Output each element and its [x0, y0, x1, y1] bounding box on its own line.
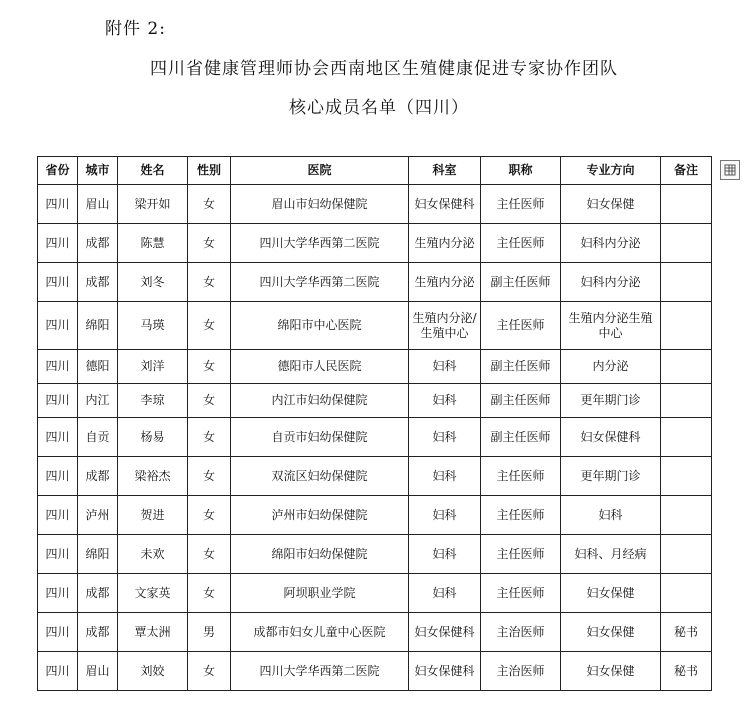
- cell-department: 妇女保健科: [409, 652, 481, 691]
- cell-specialty: 妇女保健: [561, 613, 661, 652]
- cell-title: 主任医师: [481, 574, 561, 613]
- cell-gender: 女: [188, 574, 231, 613]
- cell-city: 成都: [78, 574, 118, 613]
- cell-remarks: 秘书: [661, 613, 712, 652]
- cell-department: 妇科: [409, 496, 481, 535]
- cell-department: 妇科: [409, 418, 481, 457]
- cell-province: 四川: [38, 535, 78, 574]
- header-specialty: 专业方向: [561, 157, 661, 185]
- cell-province: 四川: [38, 418, 78, 457]
- cell-department: 妇科: [409, 350, 481, 384]
- cell-remarks: [661, 418, 712, 457]
- cell-hospital: 四川大学华西第二医院: [231, 263, 409, 302]
- cell-hospital: 绵阳市妇幼保健院: [231, 535, 409, 574]
- cell-hospital: 德阳市人民医院: [231, 350, 409, 384]
- cell-name: 未欢: [118, 535, 188, 574]
- table-row: [38, 652, 712, 691]
- cell-remarks: [661, 350, 712, 384]
- cell-name: 刘姣: [118, 652, 188, 691]
- cell-remarks: [661, 263, 712, 302]
- table-header-row: [38, 157, 712, 185]
- table-row: [38, 384, 712, 418]
- cell-hospital: 绵阳市中心医院: [231, 302, 409, 350]
- header-name: 姓名: [118, 157, 188, 185]
- cell-remarks: 秘书: [661, 652, 712, 691]
- cell-city: 泸州: [78, 496, 118, 535]
- cell-department: 妇科: [409, 384, 481, 418]
- cell-specialty: 妇女保健: [561, 185, 661, 224]
- cell-hospital: 自贡市妇幼保健院: [231, 418, 409, 457]
- cell-city: 成都: [78, 457, 118, 496]
- cell-province: 四川: [38, 574, 78, 613]
- cell-gender: 女: [188, 418, 231, 457]
- header-gender: 性别: [188, 157, 231, 185]
- cell-name: 刘冬: [118, 263, 188, 302]
- cell-specialty: 更年期门诊: [561, 384, 661, 418]
- document-subtitle: 核心成员名单（四川）: [289, 98, 469, 118]
- table-row: [38, 496, 712, 535]
- cell-hospital: 四川大学华西第二医院: [231, 224, 409, 263]
- cell-city: 眉山: [78, 185, 118, 224]
- cell-title: 主任医师: [481, 496, 561, 535]
- cell-specialty: 妇科内分泌: [561, 263, 661, 302]
- table-row: [38, 457, 712, 496]
- cell-province: 四川: [38, 457, 78, 496]
- cell-specialty: 更年期门诊: [561, 457, 661, 496]
- cell-title: 主任医师: [481, 457, 561, 496]
- cell-hospital: 双流区妇幼保健院: [231, 457, 409, 496]
- cell-province: 四川: [38, 224, 78, 263]
- cell-city: 德阳: [78, 350, 118, 384]
- header-city: 城市: [78, 157, 118, 185]
- cell-specialty: 妇女保健科: [561, 418, 661, 457]
- cell-specialty: 妇科、月经病: [561, 535, 661, 574]
- cell-specialty: 生殖内分泌生殖中心: [561, 302, 661, 350]
- cell-title: 副主任医师: [481, 384, 561, 418]
- table-row: [38, 185, 712, 224]
- cell-specialty: 妇女保健: [561, 574, 661, 613]
- cell-specialty: 妇科内分泌: [561, 224, 661, 263]
- cell-gender: 女: [188, 652, 231, 691]
- cell-remarks: [661, 302, 712, 350]
- cell-hospital: 阿坝职业学院: [231, 574, 409, 613]
- cell-title: 主任医师: [481, 302, 561, 350]
- cell-gender: 女: [188, 535, 231, 574]
- cell-gender: 女: [188, 496, 231, 535]
- cell-department: 妇科: [409, 574, 481, 613]
- header-province: 省份: [38, 157, 78, 185]
- cell-gender: 女: [188, 350, 231, 384]
- cell-city: 绵阳: [78, 302, 118, 350]
- cell-specialty: 妇女保健: [561, 652, 661, 691]
- cell-specialty: 内分泌: [561, 350, 661, 384]
- cell-hospital: 成都市妇女儿童中心医院: [231, 613, 409, 652]
- table-row: [38, 613, 712, 652]
- cell-province: 四川: [38, 613, 78, 652]
- cell-title: 主任医师: [481, 224, 561, 263]
- cell-gender: 女: [188, 384, 231, 418]
- cell-name: 杨易: [118, 418, 188, 457]
- cell-name: 马瑛: [118, 302, 188, 350]
- cell-specialty: 妇科: [561, 496, 661, 535]
- cell-city: 成都: [78, 224, 118, 263]
- cell-name: 李琼: [118, 384, 188, 418]
- cell-department: 妇科: [409, 535, 481, 574]
- cell-province: 四川: [38, 384, 78, 418]
- cell-name: 覃太洲: [118, 613, 188, 652]
- table-row: [38, 535, 712, 574]
- header-remarks: 备注: [661, 157, 712, 185]
- cell-title: 副主任医师: [481, 418, 561, 457]
- cell-department: 妇科: [409, 457, 481, 496]
- header-title: 职称: [481, 157, 561, 185]
- cell-name: 文家英: [118, 574, 188, 613]
- cell-remarks: [661, 457, 712, 496]
- cell-gender: 女: [188, 263, 231, 302]
- cell-city: 内江: [78, 384, 118, 418]
- cell-province: 四川: [38, 350, 78, 384]
- cell-hospital: 内江市妇幼保健院: [231, 384, 409, 418]
- table-row: [38, 350, 712, 384]
- cell-name: 梁开如: [118, 185, 188, 224]
- cell-hospital: 眉山市妇幼保健院: [231, 185, 409, 224]
- cell-department: 生殖内分泌: [409, 224, 481, 263]
- header-hospital: 医院: [231, 157, 409, 185]
- cell-province: 四川: [38, 263, 78, 302]
- cell-name: 贺进: [118, 496, 188, 535]
- cell-province: 四川: [38, 185, 78, 224]
- table-extract-icon[interactable]: [720, 160, 740, 180]
- table-body: [38, 185, 712, 691]
- cell-gender: 女: [188, 457, 231, 496]
- cell-title: 主治医师: [481, 613, 561, 652]
- cell-name: 陈慧: [118, 224, 188, 263]
- cell-department: 妇女保健科: [409, 613, 481, 652]
- cell-remarks: [661, 224, 712, 263]
- header-department: 科室: [409, 157, 481, 185]
- cell-city: 眉山: [78, 652, 118, 691]
- table-row: [38, 418, 712, 457]
- cell-remarks: [661, 535, 712, 574]
- cell-remarks: [661, 384, 712, 418]
- cell-department: 妇女保健科: [409, 185, 481, 224]
- cell-title: 副主任医师: [481, 263, 561, 302]
- cell-city: 自贡: [78, 418, 118, 457]
- member-table: [37, 156, 712, 691]
- table-row: [38, 302, 712, 350]
- cell-department: 生殖内分泌/生殖中心: [409, 302, 481, 350]
- attachment-label: 附件 2:: [105, 19, 166, 39]
- cell-name: 刘洋: [118, 350, 188, 384]
- table-row: [38, 263, 712, 302]
- cell-department: 生殖内分泌: [409, 263, 481, 302]
- cell-remarks: [661, 496, 712, 535]
- cell-province: 四川: [38, 496, 78, 535]
- cell-remarks: [661, 185, 712, 224]
- cell-title: 主治医师: [481, 652, 561, 691]
- cell-title: 副主任医师: [481, 350, 561, 384]
- cell-gender: 女: [188, 185, 231, 224]
- cell-title: 主任医师: [481, 535, 561, 574]
- cell-hospital: 四川大学华西第二医院: [231, 652, 409, 691]
- cell-remarks: [661, 574, 712, 613]
- cell-name: 梁裕杰: [118, 457, 188, 496]
- cell-province: 四川: [38, 652, 78, 691]
- cell-gender: 男: [188, 613, 231, 652]
- cell-city: 成都: [78, 613, 118, 652]
- cell-gender: 女: [188, 224, 231, 263]
- cell-title: 主任医师: [481, 185, 561, 224]
- cell-gender: 女: [188, 302, 231, 350]
- cell-hospital: 泸州市妇幼保健院: [231, 496, 409, 535]
- cell-province: 四川: [38, 302, 78, 350]
- table-row: [38, 574, 712, 613]
- cell-city: 绵阳: [78, 535, 118, 574]
- document-title: 四川省健康管理师协会西南地区生殖健康促进专家协作团队: [150, 59, 618, 79]
- table-row: [38, 224, 712, 263]
- cell-city: 成都: [78, 263, 118, 302]
